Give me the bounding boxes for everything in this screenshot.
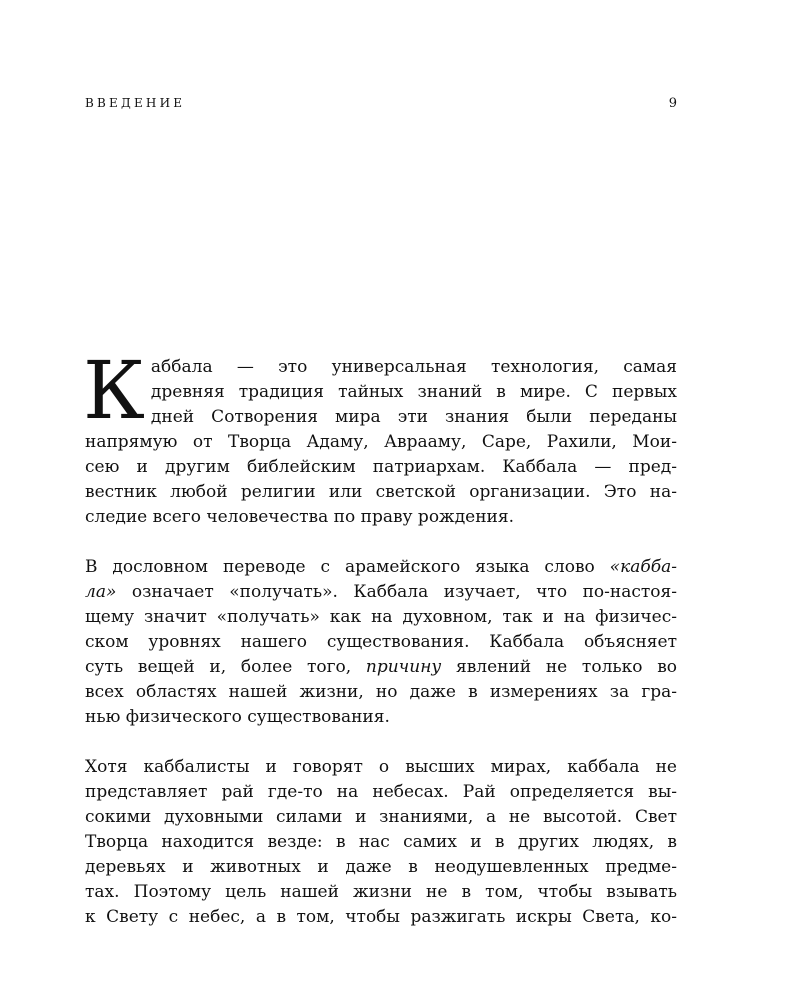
text-line: напрямую от Творца Адаму, Аврааму, Саре, Рахили, Мои- — [85, 432, 677, 452]
text-line: Творца находится везде: в нас самих и в других людях, в — [85, 832, 677, 852]
text-line: дней Сотворения мира эти знания были переданы — [150, 407, 677, 427]
italic-term: «кабба- — [609, 557, 677, 577]
text-line: всех областях нашей жизни, но даже в измерениях за гра- — [85, 682, 677, 702]
text-segment: явлений не только во — [441, 657, 678, 677]
paragraph-1 — [83, 344, 677, 530]
text-segment: суть вещей и, более того, — [85, 657, 366, 677]
body-text — [83, 344, 678, 930]
text-line — [85, 555, 677, 580]
text-line: древняя традиция тайных знаний в мире. С первых — [150, 382, 677, 402]
paragraph-2 — [85, 555, 677, 730]
text-segment: В дословном переводе с арамейского языка слово — [85, 557, 610, 577]
text-line: щему значит «получать» как на духовном, так и на физичес- — [85, 607, 677, 627]
text-line: нью физического существования. — [85, 707, 390, 727]
text-line: Хотя каббалисты и говорят о высших мирах, каббала не — [85, 757, 677, 777]
italic-term: ла» — [85, 582, 117, 602]
text-line: ском уровнях нашего существования. Каббала объясняет — [85, 632, 677, 652]
italic-term: причину — [365, 657, 442, 677]
text-line: деревьях и животных и даже в неодушевленных предме- — [85, 857, 677, 877]
text-segment: означает «получать». Каббала изучает, что по-настоя- — [116, 582, 677, 602]
text-line: сею и другим библейским патриархам. Каббала — пред- — [85, 457, 677, 477]
text-line: представляет рай где-то на небесах. Рай определяется вы- — [85, 782, 677, 802]
paragraph-3 — [85, 755, 677, 930]
drop-cap: К — [83, 344, 145, 437]
text-line: сокими духовными силами и знаниями, а не высотой. Свет — [85, 807, 677, 827]
text-line: тах. Поэтому цель нашей жизни не в том, чтобы взывать — [85, 882, 677, 902]
running-title: ВВЕДЕНИЕ — [85, 96, 186, 110]
text-line: следие всего человечества по праву рождения. — [85, 507, 515, 527]
running-header — [85, 96, 677, 116]
text-line: к Свету с небес, а в том, чтобы разжигать искры Света, ко- — [85, 907, 677, 927]
text-line — [85, 655, 677, 680]
text-line: вестник любой религии или светской организации. Это на- — [85, 482, 677, 502]
page-number: 9 — [668, 96, 677, 111]
text-line: аббала — это универсальная технология, самая — [150, 357, 677, 377]
text-line — [85, 580, 677, 605]
